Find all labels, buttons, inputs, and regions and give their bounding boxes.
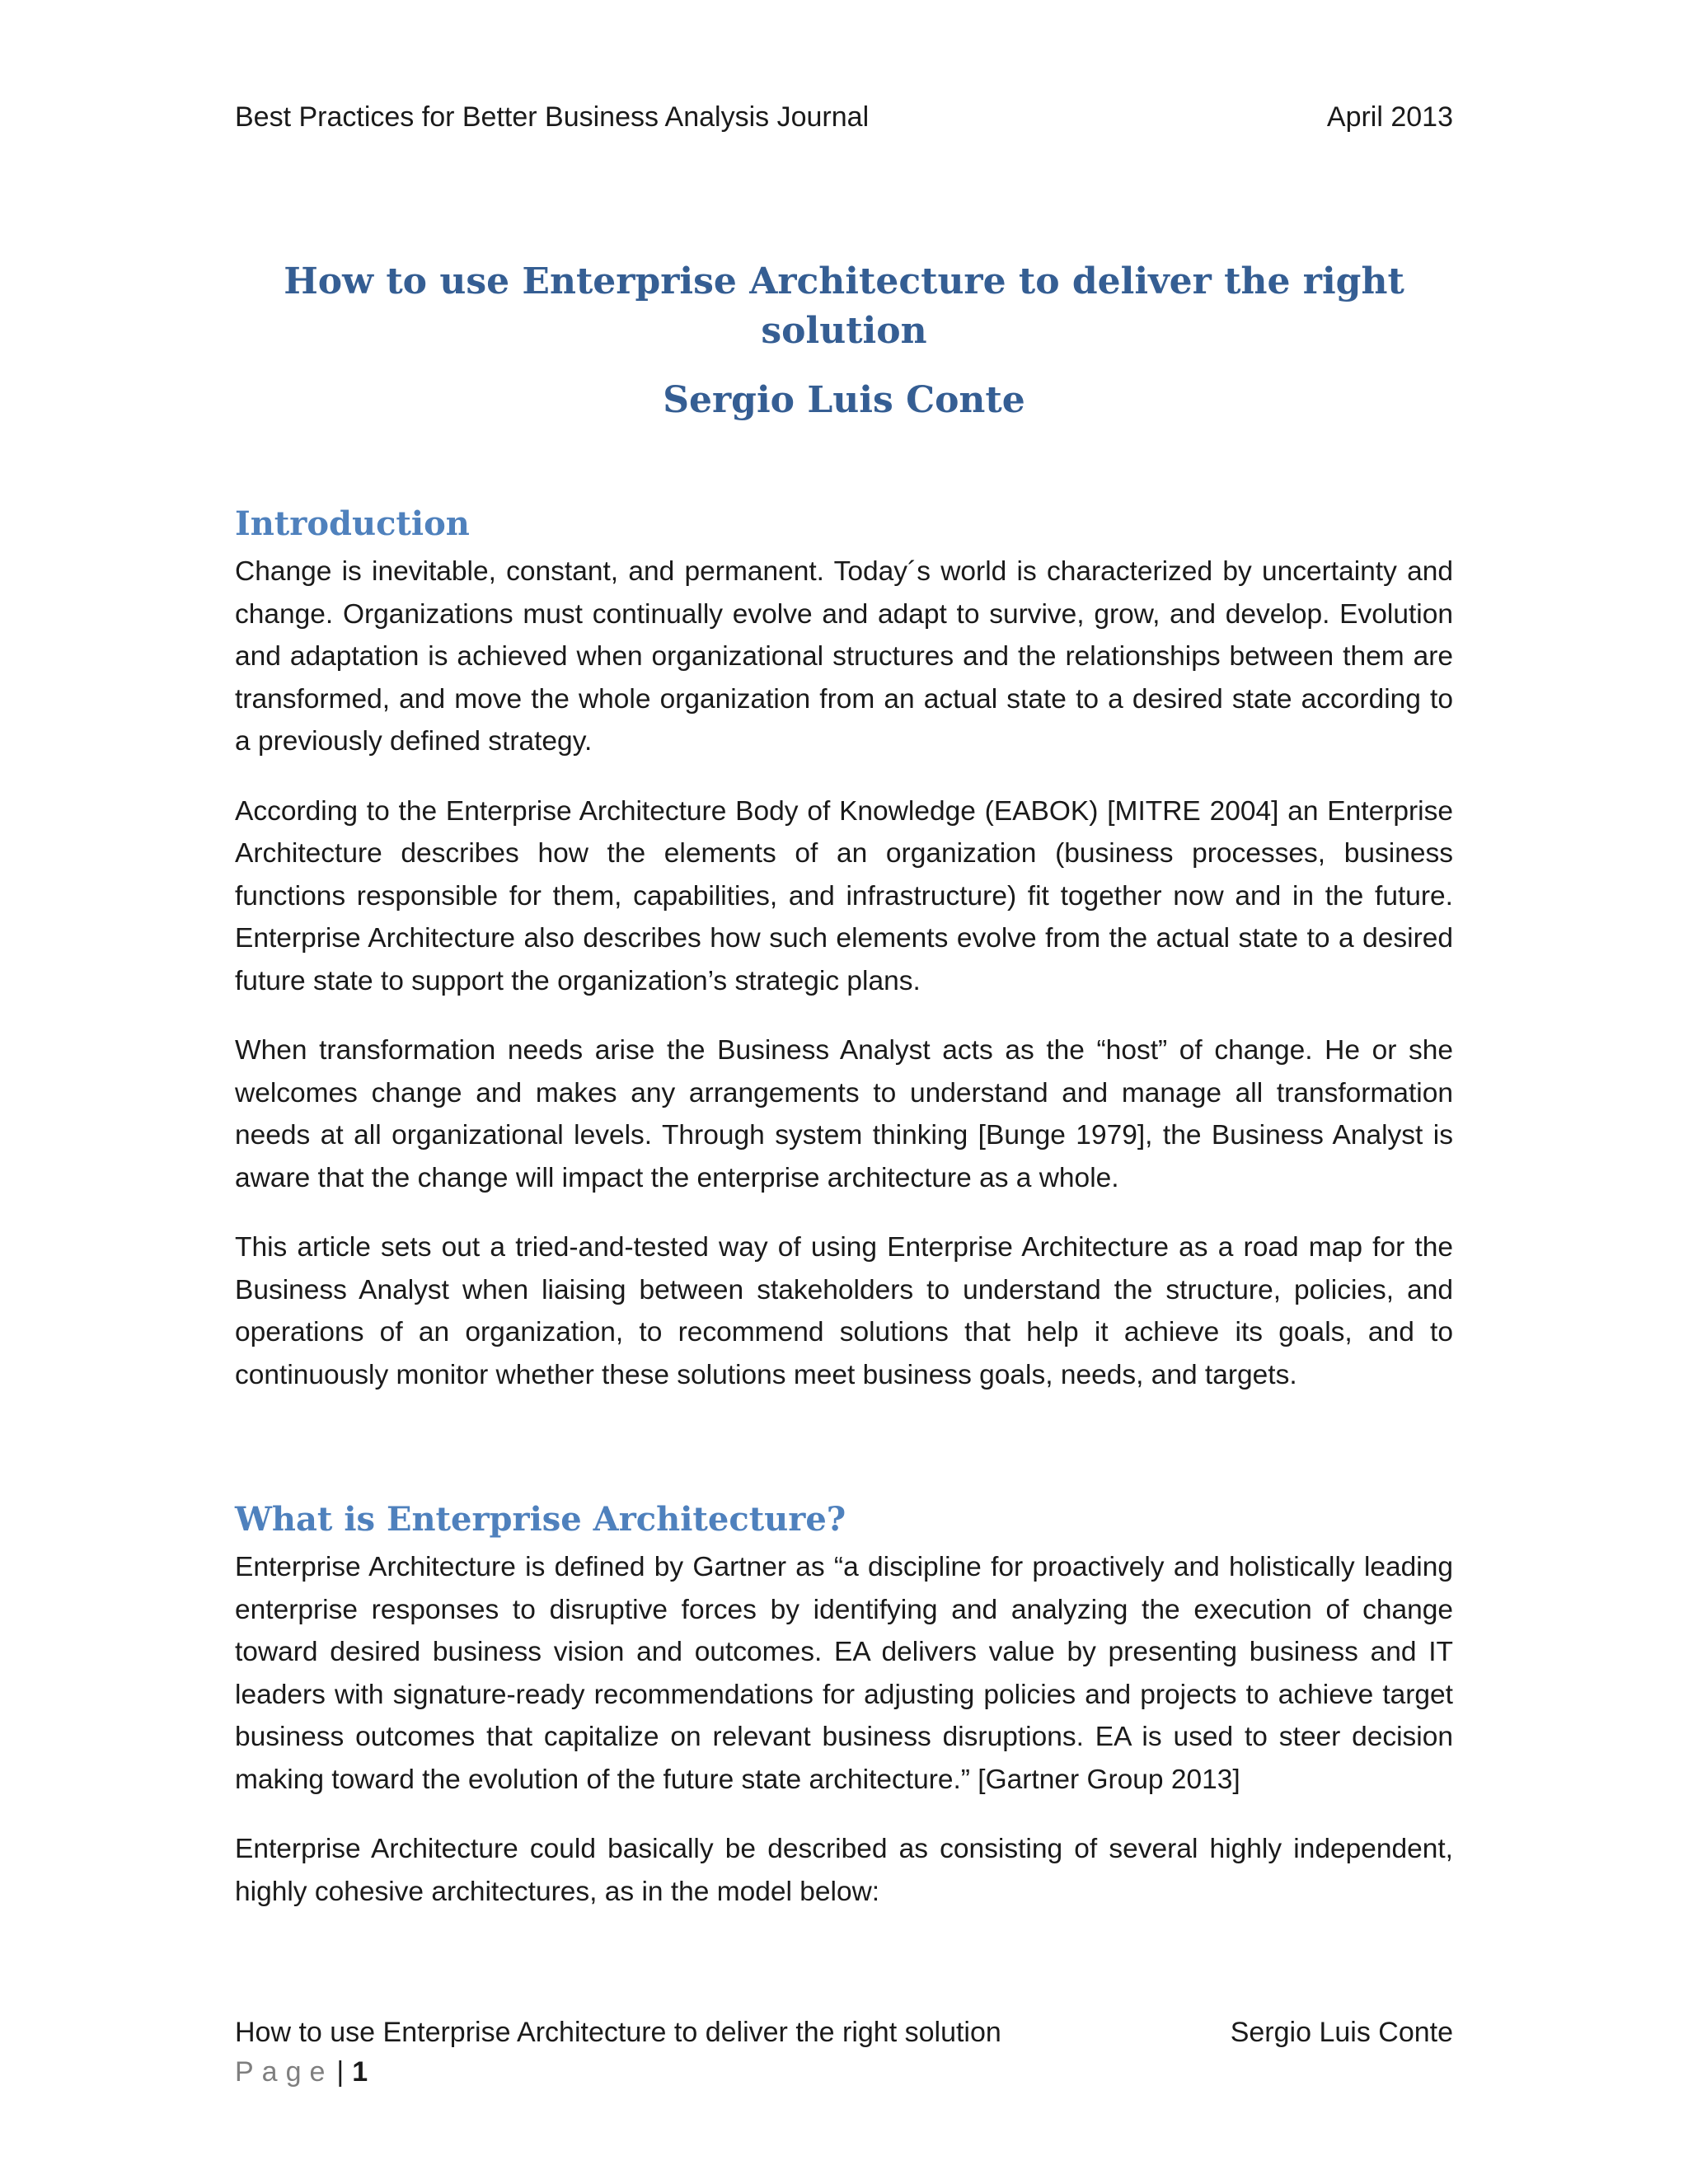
article-title: How to use Enterprise Architecture to deliver the right solution: [284, 260, 1404, 352]
header-date: April 2013: [1326, 101, 1453, 133]
page-label: Page: [235, 2056, 334, 2088]
section-heading: What is Enterprise Architecture?: [235, 1500, 846, 1539]
paragraph: Change is inevitable, constant, and permanent. Today´s world is characterized by uncertainty and change. Organizations must continually evolve and adapt to survive, grow, and develop. Evolution and adaptation is achieved when organizational structures and the relationships between them are transformed, and move the whole organization from an actual state to a desired state according to a previously defined strategy.: [235, 556, 1453, 757]
page-number-line: [235, 2052, 1453, 2092]
article-author: Sergio Luis Conte: [663, 379, 1025, 421]
page-header: [235, 97, 1453, 137]
section-introduction: [235, 501, 1453, 1423]
section-heading: Introduction: [235, 504, 470, 543]
paragraph: Enterprise Architecture is defined by Gartner as “a discipline for proactively and holistically leading enterprise responses to disruptive forces by identifying and analyzing the execution of change toward desired business vision and outcomes. EA delivers value by presenting business and IT leaders with signature-ready recommendations for adjusting policies and projects to achieve target business outcomes that capitalize on relevant business disruptions. EA is used to steer decision making toward the evolution of the future state architecture.” [Gartner Group 2013]: [235, 1552, 1453, 1795]
page-separator: |: [336, 2056, 345, 2088]
header-journal-name: Best Practices for Better Business Analysis Journal: [235, 101, 870, 133]
section-what-is-ea: [235, 1497, 1453, 1940]
paragraph: According to the Enterprise Architecture Body of Knowledge (EABOK) [MITRE 2004] an Enterprise Architecture describes how the elements of an organization (business processes, business functions responsible for them, capabilities, and infrastructure) fit together now and in the future. Enterprise Architecture also describes how such elements evolve from the actual state to a desired future state to support the organization’s strategic plans.: [235, 795, 1453, 996]
footer-title: How to use Enterprise Architecture to deliver the right solution: [235, 2017, 1001, 2048]
paragraph: This article sets out a tried-and-tested way of using Enterprise Architecture as a road map for the Business Analyst when liaising between stakeholders to understand the structure, policies, and operations of an organization, to recommend solutions that help it achieve its goals, and to continuously monitor whether these solutions meet business goals, needs, and targets.: [235, 1232, 1453, 1390]
footer-author: Sergio Luis Conte: [1230, 2017, 1453, 2048]
page-number: 1: [352, 2056, 368, 2088]
paragraph: Enterprise Architecture could basically be described as consisting of several highly independent, highly cohesive architectures, as in the model below:: [235, 1834, 1453, 1907]
page-footer: [235, 2013, 1453, 2092]
paragraph: When transformation needs arise the Business Analyst acts as the “host” of change. He or she welcomes change and makes any arrangements to understand and manage all transformation needs at all organizational levels. Through system thinking [Bunge 1979], the Business Analyst is aware that the change will impact the enterprise architecture as a whole.: [235, 1035, 1453, 1193]
